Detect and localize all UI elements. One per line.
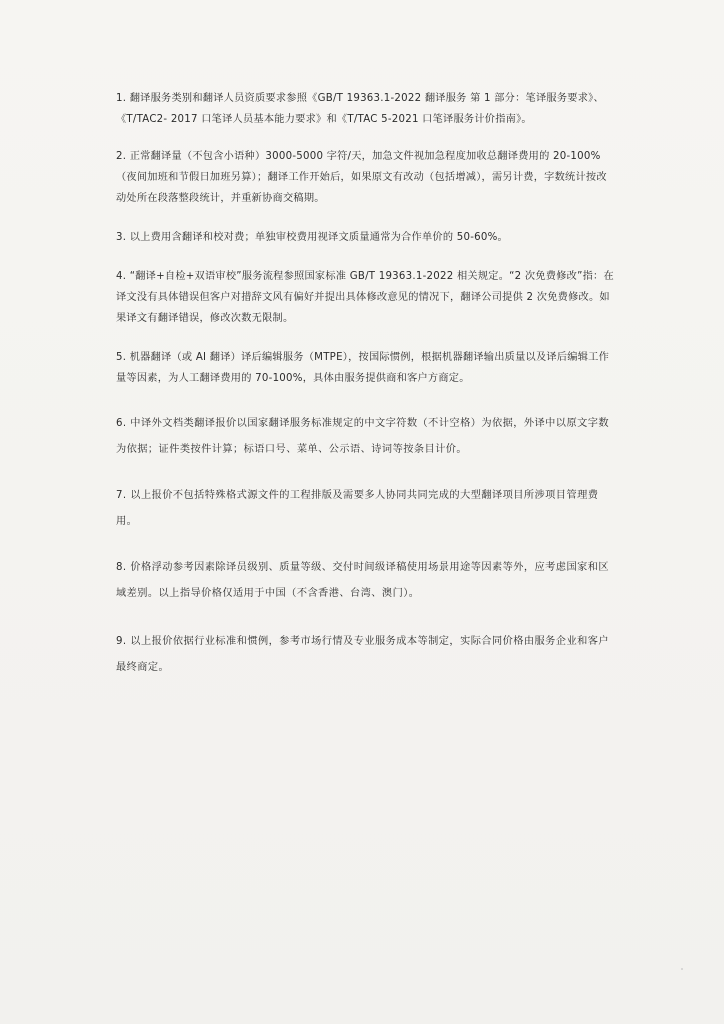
notes-list bbox=[116, 88, 614, 681]
scan-speck bbox=[681, 968, 683, 970]
note-6: 6. 中译外文档类翻译报价以国家翻译服务标准规定的中文字符数（不计空格）为依据，外译中以原文字数为依据；证件类按件计算；标语口号、菜单、公示语、诗词等按条目计价。 bbox=[116, 418, 609, 455]
note-3: 3. 以上费用含翻译和校对费；单独审校费用视译文质量通常为合作单价的 50-60%。 bbox=[116, 232, 508, 243]
note-9: 9. 以上报价依据行业标准和惯例，参考市场行情及专业服务成本等制定，实际合同价格由服务企业和客户最终商定。 bbox=[116, 636, 609, 673]
note-7: 7. 以上报价不包括特殊格式源文件的工程排版及需要多人协同共同完成的大型翻译项目所涉项目管理费用。 bbox=[116, 490, 599, 527]
note-5: 5. 机器翻译（或 AI 翻译）译后编辑服务（MTPE），按国际惯例，根据机器翻译输出质量以及译后编辑工作量等因素，为人工翻译费用的 70-100%，具体由服务提供商和客户方商定。 bbox=[116, 352, 610, 384]
note-4: 4. “翻译+自检+双语审校”服务流程参照国家标准 GB/T 19363.1-2022 相关规定。“2 次免费修改”指：在译文没有具体错误但客户对措辞文风有偏好并提出具体修改意见的情况下，翻译公司提供 2 次免费修改。如果译文有翻译错误，修改次数无限制。 bbox=[116, 271, 614, 324]
note-8: 8. 价格浮动参考因素除译员级别、质量等级、交付时间级译稿使用场景用途等因素等外，应考虑国家和区域差别。以上指导价格仅适用于中国（不含香港、台湾、澳门）。 bbox=[116, 562, 609, 599]
note-1: 1. 翻译服务类别和翻译人员资质要求参照《GB/T 19363.1-2022 翻译服务 第 1 部分：笔译服务要求》、《T/TAC2- 2017 口笔译人员基本能力要求》和《T/TAC 5-2021 口笔译服务计价指南》。 bbox=[116, 93, 604, 125]
note-2: 2. 正常翻译量（不包含小语种）3000-5000 字符/天，加急文件视加急程度加收总翻译费用的 20-100%（夜间加班和节假日加班另算）；翻译工作开始后，如果原文有改动（包括增减），需另计费，字数统计按改动处所在段落整段统计，并重新协商交稿期。 bbox=[116, 151, 607, 204]
